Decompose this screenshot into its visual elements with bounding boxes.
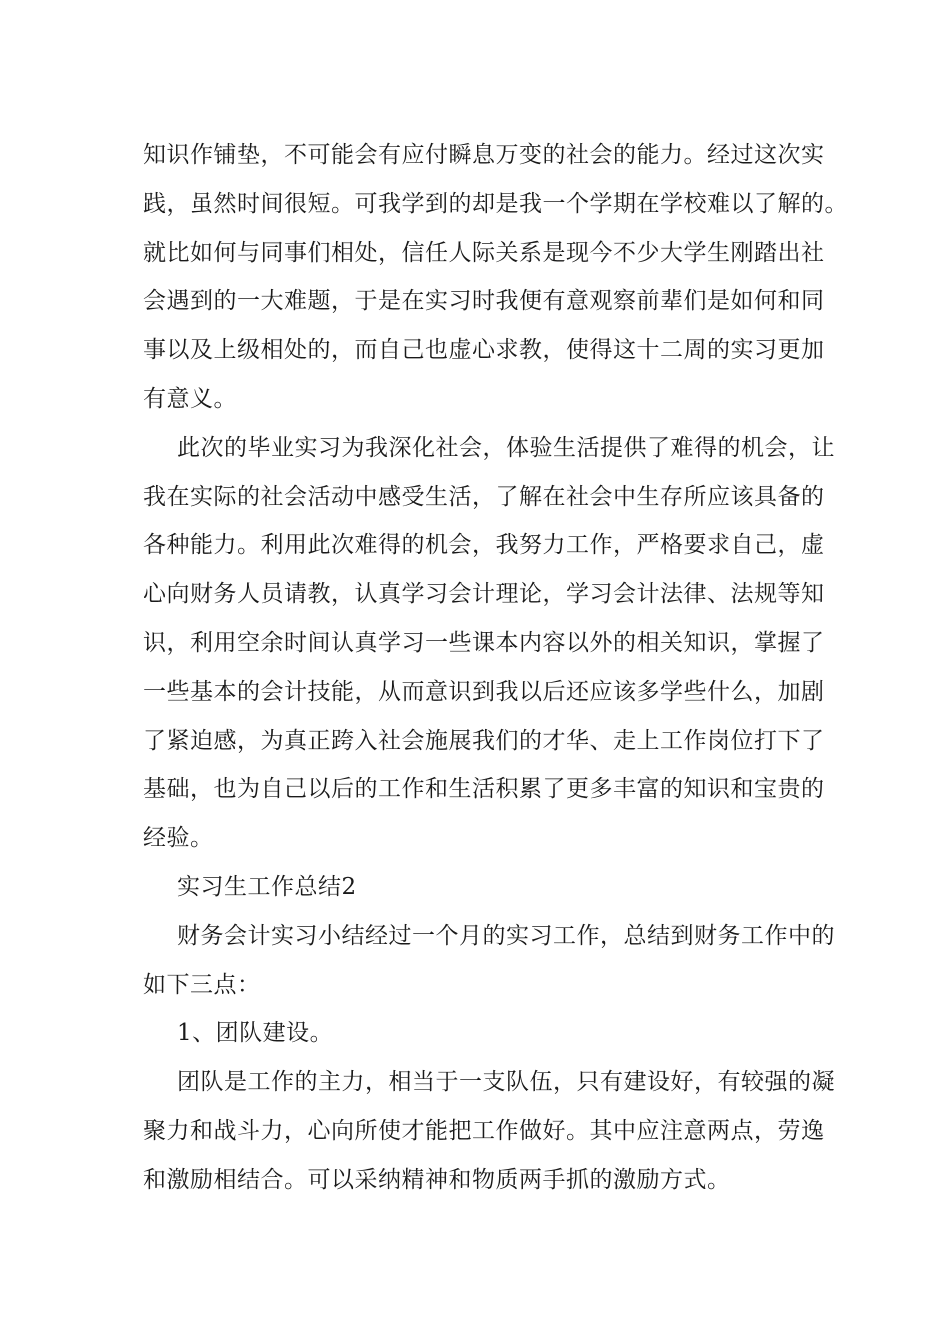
text-line: 经验。 xyxy=(143,825,214,852)
text-line: 就比如何与同事们相处，信任人际关系是现今不少大学生刚踏出社 xyxy=(143,239,825,266)
paragraph-start-line: 团队是工作的主力，相当于一支队伍，只有建设好，有较强的凝 xyxy=(177,1069,835,1096)
document-body xyxy=(143,131,848,1205)
text-line: 有意义。 xyxy=(143,385,237,412)
text-line: 各种能力。利用此次难得的机会，我努力工作，严格要求自己，虚 xyxy=(143,532,825,559)
text-line: 知识作铺垫，不可能会有应付瞬息万变的社会的能力。经过这次实 xyxy=(143,142,825,168)
section-heading: 实习生工作总结2 xyxy=(177,873,357,900)
text-line: 会遇到的一大难题，于是在实习时我便有意观察前辈们是如何和同 xyxy=(143,288,825,315)
text-line: 如下三点： xyxy=(143,971,261,998)
text-line: 和激励相结合。可以采纳精神和物质两手抓的激励方式。 xyxy=(143,1166,731,1193)
text-line: 践，虽然时间很短。可我学到的却是我一个学期在学校难以了解的。 xyxy=(143,190,848,217)
paragraph-start-line: 财务会计实习小结经过一个月的实习工作，总结到财务工作中的 xyxy=(177,922,835,949)
text-line: 聚力和战斗力，心向所使才能把工作做好。其中应注意两点，劳逸 xyxy=(143,1117,825,1144)
text-line: 一些基本的会计技能，从而意识到我以后还应该多学些什么，加剧 xyxy=(143,678,825,705)
text-line: 基础，也为自己以后的工作和生活积累了更多丰富的知识和宝贵的 xyxy=(143,776,825,803)
text-line: 我在实际的社会活动中感受生活，了解在社会中生存所应该具备的 xyxy=(143,483,825,510)
paragraph-start-line: 此次的毕业实习为我深化社会，体验生活提供了难得的机会，让 xyxy=(177,434,835,461)
text-line: 事以及上级相处的，而自己也虚心求教，使得这十二周的实习更加 xyxy=(143,337,825,364)
text-line: 识，利用空余时间认真学习一些课本内容以外的相关知识，掌握了 xyxy=(143,629,825,656)
list-item-heading: 1、团队建设。 xyxy=(177,1020,334,1047)
text-line: 了紧迫感，为真正跨入社会施展我们的才华、走上工作岗位打下了 xyxy=(143,727,825,754)
text-line: 心向财务人员请教，认真学习会计理论，学习会计法律、法规等知 xyxy=(143,581,825,608)
